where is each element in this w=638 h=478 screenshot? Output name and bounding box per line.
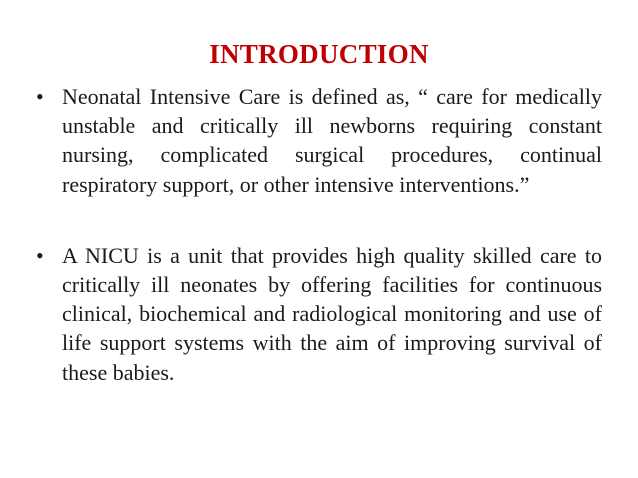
bullet-text: Neonatal Intensive Care is defined as, “ care for medically unstable and critically ill newborns requiring constant nursing, complicated surgical procedures, continual respiratory support, or other intensive interventions.”	[62, 84, 602, 197]
bullet-item-nicu	[36, 241, 602, 387]
bullet-item-definition	[36, 82, 602, 199]
slide-title: INTRODUCTION	[209, 39, 429, 69]
bullet-icon: •	[36, 84, 44, 109]
bullet-list	[36, 82, 602, 387]
bullet-icon: •	[36, 242, 44, 268]
bullet-text: A NICU is a unit that provides high quality skilled care to critically ill neonates by offering facilities for continuous clinical, biochemical and radiological monitoring and use of life support systems with the aim of improving survival of these babies.	[62, 242, 602, 385]
